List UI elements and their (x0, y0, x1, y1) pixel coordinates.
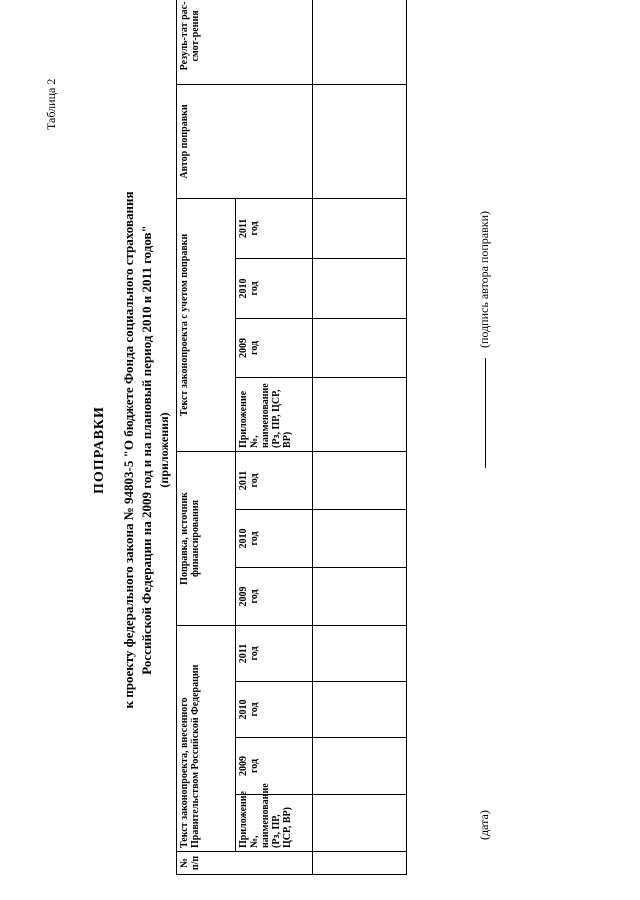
header-year-2010-original: 2010 год (236, 682, 313, 738)
document-subtitle-line-1: к проекту федерального закона № 94803-5 "О бюджете Фонда социального страхования (121, 191, 136, 709)
table-cell (313, 377, 407, 451)
table-cell (313, 451, 407, 509)
document-title: ПОПРАВКИ (92, 406, 107, 494)
header-author: Автор поправки (177, 84, 313, 198)
header-text-with-amendment: Текст законопроекта с учетом поправки (177, 198, 236, 451)
signature-line (485, 358, 486, 468)
header-year-2010-amendment: 2010 год (236, 509, 313, 567)
signature-label: (подпись автора поправки) (477, 210, 491, 348)
table-cell (313, 509, 407, 567)
header-year-2011-original: 2011 год (236, 625, 313, 681)
table-cell (313, 567, 407, 625)
table-cell (313, 852, 407, 875)
header-year-2011-with-amendment: 2011 год (236, 198, 313, 258)
header-row-number: № п/п (177, 852, 313, 875)
document-subtitle-line-2: Российской Федерации на 2009 год и на плановый период 2010 и 2011 годов" (139, 225, 154, 675)
header-year-2010-with-amendment: 2010 год (236, 258, 313, 318)
date-label: (дата) (477, 810, 491, 840)
table-cell (313, 0, 407, 84)
amendments-table (176, 0, 407, 875)
header-original-text: Текст законопроекта, внесенного Правительством Российской Федерации (177, 625, 236, 851)
header-appendix-with-amendment: Приложение №, наименование (Рз, ПР, ЦСР, ВР) (236, 377, 313, 451)
header-year-2009-with-amendment: 2009 год (236, 318, 313, 377)
table-cell (313, 795, 407, 852)
table-cell (313, 84, 407, 198)
header-result: Резуль-тат рас-смот-рения (177, 0, 313, 84)
table-cell (313, 318, 407, 377)
header-year-2009-original: 2009 год (236, 738, 313, 795)
table-cell (313, 682, 407, 738)
table-number-label: Таблица 2 (44, 78, 58, 130)
table-cell (313, 738, 407, 795)
table-row (313, 0, 407, 875)
header-year-2011-amendment: 2011 год (236, 451, 313, 509)
header-appendix-original: Приложение №, наименование (Рз, ПР, ЦСР, ВР) (236, 795, 313, 852)
table-cell (313, 625, 407, 681)
header-year-2009-amendment: 2009 год (236, 567, 313, 625)
document-subtitle-line-3: (приложения) (157, 412, 171, 488)
header-amendment-source: Поправка, источник финансирования (177, 451, 236, 625)
table-cell (313, 198, 407, 258)
table-cell (313, 258, 407, 318)
